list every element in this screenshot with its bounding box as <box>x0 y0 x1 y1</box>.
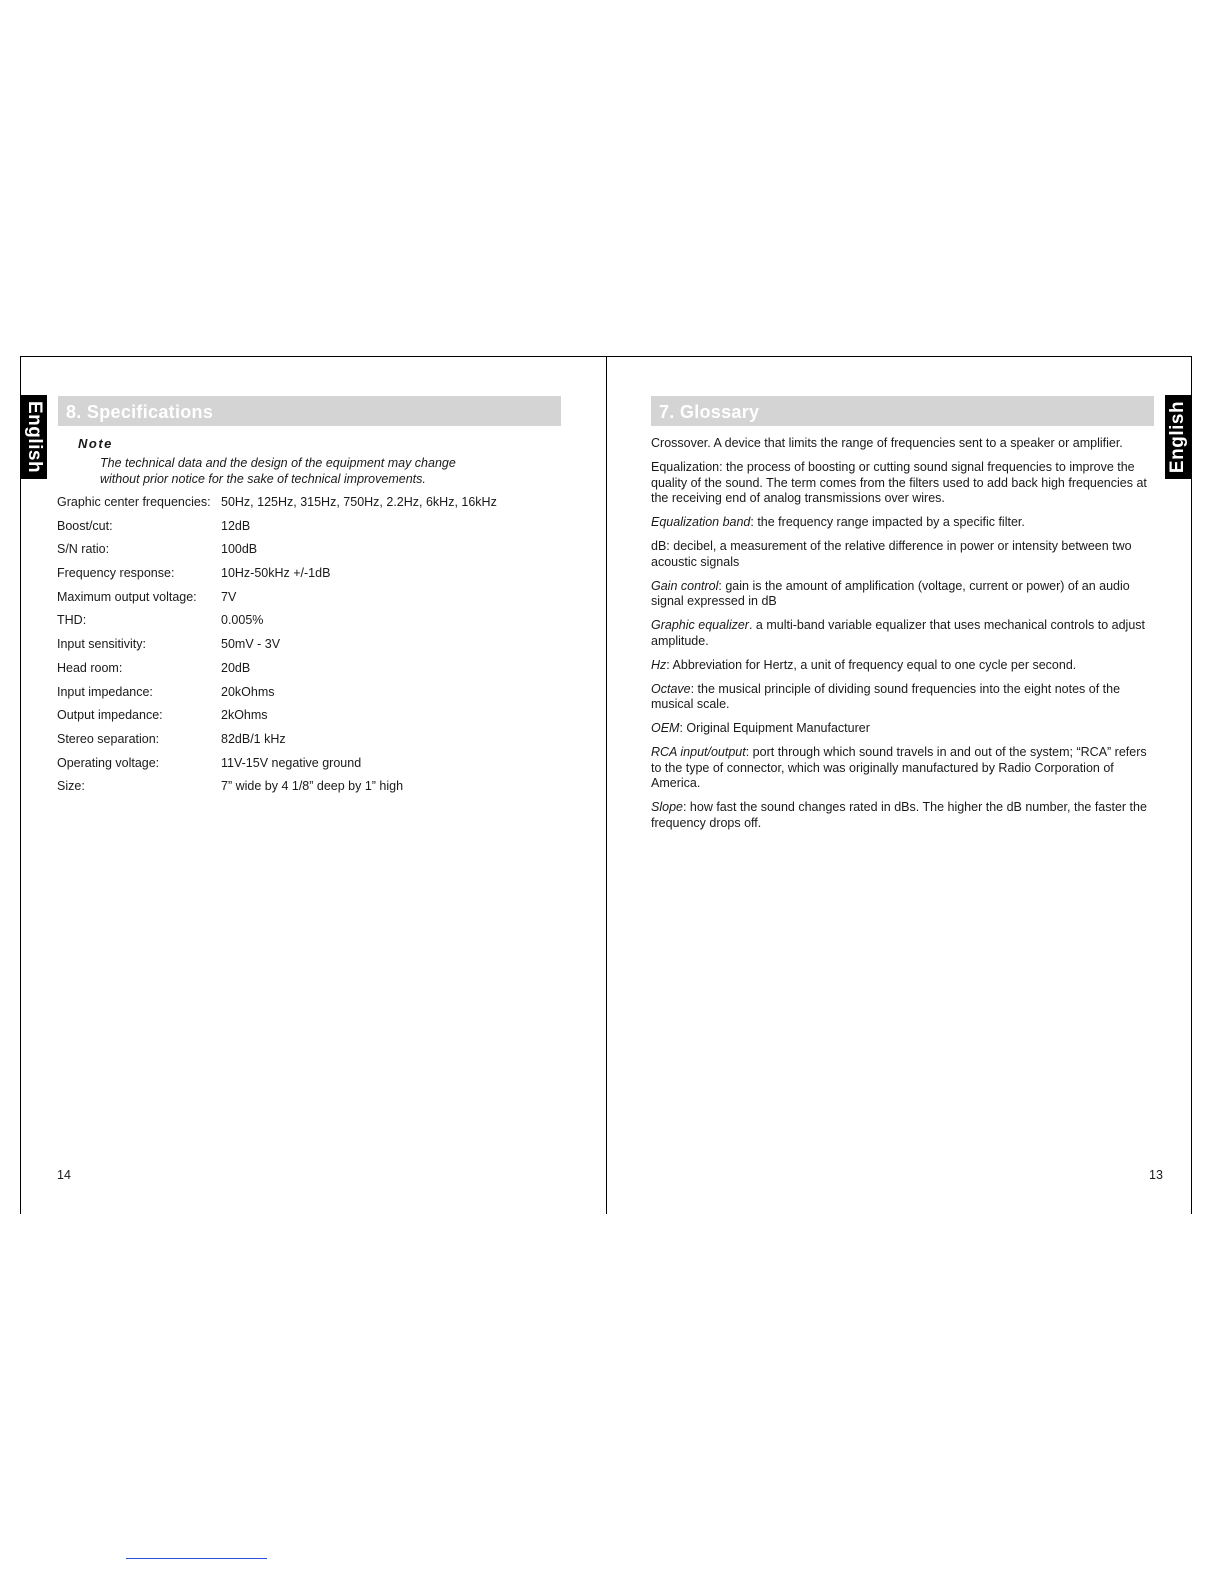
spec-label: Input sensitivity: <box>57 637 146 652</box>
glossary-definition: : the process of boosting or cutting sound signal frequencies to improve the quality of the sound. The term comes from the filters used to add back high frequencies at the receiving end of analog transmissions over wires. <box>651 460 1147 505</box>
glossary-term: Equalization <box>651 460 720 474</box>
glossary-entry <box>651 539 1157 570</box>
glossary-entry <box>651 436 1157 452</box>
spec-value: 0.005% <box>221 613 264 628</box>
note-line-1: The technical data and the design of the equipment may change <box>100 456 456 470</box>
spec-row <box>57 732 577 756</box>
page-number-right: 13 <box>1149 1168 1163 1182</box>
language-tab-right <box>1165 395 1191 479</box>
glossary-definition: : gain is the amount of amplification (voltage, current or power) of an audio signal expressed in dB <box>651 578 1130 608</box>
spec-value: 50Hz, 125Hz, 315Hz, 750Hz, 2.2Hz, 6kHz, 16kHz <box>221 495 497 509</box>
spec-row <box>57 613 577 637</box>
glossary-entry <box>651 721 1157 737</box>
spec-label: S/N ratio: <box>57 542 110 557</box>
spec-value: 11V-15V negative ground <box>221 755 362 770</box>
glossary-entry <box>651 658 1157 674</box>
glossary-entry <box>651 618 1157 649</box>
glossary-definition: . a multi-band variable equalizer that uses mechanical controls to adjust amplitude. <box>651 618 1146 648</box>
spec-label: Head room: <box>57 660 123 675</box>
spec-value: 7V <box>221 589 237 604</box>
spec-value: 20kOhms <box>221 684 275 699</box>
glossary-term: OEM <box>651 721 680 735</box>
spec-row <box>57 637 577 661</box>
bottom-link-underline <box>126 1558 267 1559</box>
specifications-heading: 8. Specifications <box>58 396 561 426</box>
glossary-term: Hz <box>651 657 667 672</box>
glossary-term: Graphic equalizer <box>651 618 749 632</box>
spec-label: Boost/cut: <box>57 518 113 533</box>
glossary-term: Gain control <box>651 578 719 593</box>
language-tab-left-label: English <box>24 400 45 474</box>
spec-row <box>57 685 577 709</box>
spec-label: Stereo separation: <box>57 731 160 746</box>
glossary-entry <box>651 800 1157 831</box>
note-line-2: without prior notice for the sake of technical improvements. <box>100 471 426 486</box>
glossary-definition: : port through which sound travels in and out of the system; “RCA” refers to the type of connector, which was originally manufactured by Radio Corporation of America. <box>651 745 1147 790</box>
spec-value: 20dB <box>221 660 251 675</box>
glossary-definition: . A device that limits the range of frequencies sent to a speaker or amplifier. <box>707 436 1123 450</box>
spec-value: 7” wide by 4 1/8” deep by 1” high <box>221 779 404 794</box>
glossary-definition: : the musical principle of dividing sound frequencies into the eight notes of the musical scale. <box>651 681 1121 711</box>
spec-row <box>57 566 577 590</box>
spec-value: 50mV - 3V <box>221 637 281 652</box>
glossary-term: Slope <box>651 800 683 814</box>
spec-value: 2kOhms <box>221 708 268 723</box>
glossary-definition: : Abbreviation for Hertz, a unit of frequency equal to one cycle per second. <box>666 657 1077 672</box>
page-divider <box>606 356 607 1214</box>
glossary-list <box>651 436 1157 840</box>
spec-label: Maximum output voltage: <box>57 589 197 604</box>
glossary-entry <box>651 515 1157 531</box>
glossary-entry <box>651 579 1157 610</box>
language-tab-right-label: English <box>1167 400 1188 474</box>
spec-value: 100dB <box>221 542 258 557</box>
spec-row <box>57 542 577 566</box>
spec-label: Output impedance: <box>57 708 163 723</box>
glossary-definition: : Original Equipment Manufacturer <box>679 721 870 735</box>
note-title: Note <box>78 436 113 451</box>
spec-row <box>57 708 577 732</box>
glossary-definition: : how fast the sound changes rated in dBs. The higher the dB number, the faster the frequency drops off. <box>651 800 1147 830</box>
glossary-term: RCA input/output <box>651 745 746 759</box>
spec-value: 12dB <box>221 518 251 533</box>
glossary-definition: : the frequency range impacted by a specific filter. <box>750 515 1025 529</box>
spec-label: Graphic center frequencies: <box>57 495 211 509</box>
spec-row <box>57 779 577 803</box>
glossary-heading: 7. Glossary <box>651 396 1154 426</box>
spec-label: Operating voltage: <box>57 755 160 770</box>
glossary-term: dB <box>651 539 667 553</box>
note-text <box>100 456 550 487</box>
spec-row <box>57 519 577 543</box>
specifications-table <box>57 495 577 803</box>
glossary-entry <box>651 682 1157 713</box>
spec-row <box>57 661 577 685</box>
spec-label: Input impedance: <box>57 684 153 699</box>
glossary-entry <box>651 460 1157 507</box>
glossary-term: Crossover <box>651 436 708 450</box>
glossary-term: Equalization band <box>651 515 751 529</box>
spec-row <box>57 756 577 780</box>
glossary-term: Octave <box>651 681 691 696</box>
spec-row <box>57 495 577 519</box>
spec-row <box>57 590 577 614</box>
spec-value: 10Hz-50kHz +/-1dB <box>221 566 331 581</box>
spec-label: THD: <box>57 613 87 628</box>
spec-label: Frequency response: <box>57 566 175 581</box>
spec-label: Size: <box>57 779 85 794</box>
glossary-definition: : decibel, a measurement of the relative difference in power or intensity between two acoustic signals <box>651 539 1132 569</box>
glossary-entry <box>651 745 1157 792</box>
spec-value: 82dB/1 kHz <box>221 731 286 746</box>
page-number-left: 14 <box>57 1168 71 1182</box>
language-tab-left <box>21 395 47 479</box>
